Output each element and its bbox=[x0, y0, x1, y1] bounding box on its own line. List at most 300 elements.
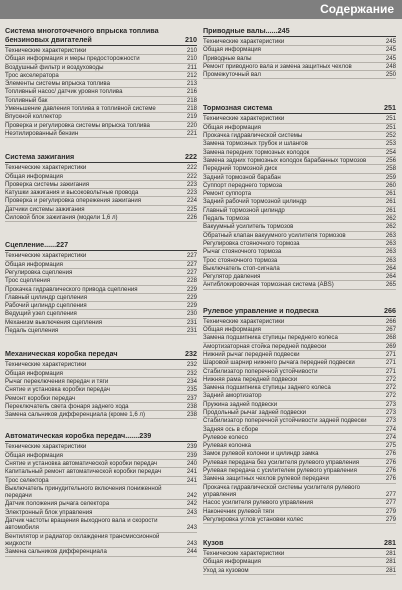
entry-title: Топливный бак bbox=[5, 96, 48, 104]
toc-entry bbox=[203, 71, 396, 79]
toc-entry bbox=[5, 302, 197, 310]
section-title: Система многоточечного впрыска топлива бензиновых двигателей bbox=[5, 26, 159, 44]
entry-title: Замена защитных чехлов рулевой передачи bbox=[203, 475, 329, 483]
entry-title: Общая информация bbox=[203, 558, 261, 566]
entry-title: Трос стояночного тормоза bbox=[203, 256, 278, 264]
entry-title: Технические характеристики bbox=[203, 115, 285, 123]
entry-page-number: 216 bbox=[186, 88, 197, 96]
entry-page-number: 223 bbox=[186, 189, 197, 197]
toc-entry bbox=[203, 459, 396, 467]
entry-title: Рычаг переключения передач и тяги bbox=[5, 377, 109, 385]
entry-page-number: 222 bbox=[186, 172, 197, 180]
entry-title: Проверка и регулировка системы впрыска топлива bbox=[5, 121, 150, 129]
entry-title: Датчик положения рычага селектора bbox=[5, 500, 110, 508]
entry-title: Задняя ось в сборе bbox=[203, 425, 259, 433]
entry-title: Снятие и установка автоматической коробки передач bbox=[5, 459, 157, 467]
toc-entry bbox=[5, 113, 197, 121]
toc-entry bbox=[5, 319, 197, 327]
toc-entry bbox=[203, 499, 396, 507]
entry-page-number: 245 bbox=[385, 38, 396, 45]
entry-page-number: 226 bbox=[186, 214, 197, 222]
entry-title: Антиблокировочная тормозная система (ABS) bbox=[203, 281, 334, 289]
toc-entry bbox=[203, 157, 396, 165]
toc-entry bbox=[5, 370, 197, 378]
toc-entry bbox=[203, 434, 396, 442]
entry-page-number: 263 bbox=[385, 248, 396, 256]
entry-page-number: 271 bbox=[385, 359, 396, 367]
toc-entry bbox=[203, 384, 396, 392]
entry-page-number: 265 bbox=[385, 281, 396, 289]
toc-entry bbox=[5, 97, 197, 105]
toc-entry bbox=[203, 265, 396, 273]
entry-title: Общая информация и меры предосторожности bbox=[5, 55, 140, 63]
toc-entry bbox=[5, 361, 197, 369]
entry-page-number: 245 bbox=[385, 54, 396, 62]
section-title: Система зажигания bbox=[5, 152, 75, 162]
toc-entry bbox=[5, 269, 197, 277]
entry-page-number: 262 bbox=[385, 223, 396, 231]
entry-page-number: 218 bbox=[186, 96, 197, 104]
section-title: Рулевое управление и подвеска bbox=[203, 305, 319, 315]
entry-title: Впускной коллектор bbox=[5, 113, 62, 121]
entry-page-number: 276 bbox=[385, 458, 396, 466]
section-title: Кузов bbox=[203, 538, 224, 548]
entry-page-number: 250 bbox=[385, 71, 396, 79]
toc-entry bbox=[203, 550, 396, 558]
entry-page-number: 251 bbox=[385, 123, 396, 131]
entry-page-number: 241 bbox=[186, 476, 197, 484]
toc-section bbox=[5, 431, 197, 556]
toc-entry bbox=[5, 88, 197, 96]
entry-page-number: 232 bbox=[186, 361, 197, 369]
entry-page-number: 264 bbox=[385, 273, 396, 281]
toc-section bbox=[5, 349, 197, 419]
toc-entry bbox=[203, 558, 396, 566]
toc-entry bbox=[203, 417, 396, 425]
entry-page-number: 229 bbox=[186, 302, 197, 310]
entry-page-number: 221 bbox=[186, 129, 197, 137]
toc-entry bbox=[203, 240, 396, 248]
entry-title: Замена тормозных трубок и шлангов bbox=[203, 140, 308, 148]
toc-entry bbox=[5, 64, 197, 72]
entry-page-number: 279 bbox=[385, 507, 396, 515]
toc-entry bbox=[5, 286, 197, 294]
entry-page-number: 271 bbox=[385, 367, 396, 375]
entry-title: Проверка и регулировка опережения зажигания bbox=[5, 197, 142, 205]
toc-entry bbox=[5, 452, 197, 460]
entry-page-number: 277 bbox=[385, 490, 396, 498]
entry-page-number: 238 bbox=[186, 402, 197, 410]
toc-entry bbox=[203, 273, 396, 281]
entry-title: Капитальный ремонт автоматической коробки передач bbox=[5, 468, 162, 476]
toc-entry bbox=[203, 508, 396, 516]
section-heading bbox=[203, 538, 396, 549]
toc-entry bbox=[203, 257, 396, 265]
toc-entry bbox=[203, 115, 396, 123]
toc-entry bbox=[203, 55, 396, 63]
entry-page-number: 227 bbox=[186, 260, 197, 268]
entry-title: Шаровой шарнир нижнего рычага передней подвески bbox=[203, 359, 355, 367]
entry-title: Прокачка гидравлической системы усилителя рулевого управления bbox=[203, 483, 361, 498]
toc-entry bbox=[5, 509, 197, 517]
entry-title: Силовой блок зажигания (модели 1,6 л) bbox=[5, 214, 118, 222]
entry-title: Переключатель света фонаря заднего хода bbox=[5, 402, 129, 410]
entry-title: Выключатель принудительного включения пониженной передачи bbox=[5, 484, 162, 500]
entry-page-number: 210 bbox=[186, 47, 197, 54]
entry-page-number: 242 bbox=[186, 500, 197, 508]
entry-page-number: 267 bbox=[385, 326, 396, 334]
entry-page-number: 218 bbox=[186, 105, 197, 113]
entry-title: Рычаг стояночного тормоза bbox=[203, 248, 282, 256]
section-title: Приводные валы......245 bbox=[203, 26, 290, 35]
toc-entry bbox=[5, 189, 197, 197]
entry-page-number: 225 bbox=[186, 205, 197, 213]
entry-title: Замена подшипника ступицы переднего колеса bbox=[203, 334, 338, 342]
entry-page-number: 272 bbox=[385, 384, 396, 392]
toc-entry bbox=[5, 443, 197, 451]
toc-entry bbox=[203, 190, 396, 198]
toc-section bbox=[203, 103, 396, 289]
toc-entry bbox=[5, 294, 197, 302]
entry-page-number: 227 bbox=[186, 252, 197, 260]
page-title: Содержание bbox=[320, 2, 394, 16]
entry-title: Снятие и установка коробки передач bbox=[5, 386, 110, 394]
entry-page-number: 273 bbox=[385, 417, 396, 425]
entry-title: Задний тормозной барабан bbox=[203, 173, 281, 181]
entry-page-number: 253 bbox=[385, 140, 396, 148]
toc-entry bbox=[203, 442, 396, 450]
entry-title: Технические характеристики bbox=[203, 550, 285, 558]
toc-entry bbox=[5, 197, 197, 205]
entry-page-number: 243 bbox=[186, 508, 197, 516]
entry-title: Выключатель стоп-сигнала bbox=[203, 264, 280, 272]
toc-entry bbox=[203, 516, 396, 524]
entry-title: Общая информация bbox=[5, 451, 63, 459]
entry-title: Замена подшипника ступицы заднего колеса bbox=[203, 384, 331, 392]
toc-entry bbox=[203, 165, 396, 173]
entry-title: Рабочий цилиндр сцепления bbox=[5, 302, 87, 310]
entry-page-number: 243 bbox=[186, 539, 197, 547]
entry-page-number: 263 bbox=[385, 239, 396, 247]
toc-entry bbox=[203, 376, 396, 384]
toc-entry bbox=[5, 395, 197, 403]
section-heading bbox=[203, 306, 396, 317]
entry-page-number: 239 bbox=[186, 451, 197, 459]
entry-page-number: 281 bbox=[385, 550, 396, 558]
entry-title: Технические характеристики bbox=[5, 361, 87, 369]
entry-title: Рулевая колонка bbox=[203, 442, 252, 450]
entry-page-number: 263 bbox=[385, 231, 396, 239]
entry-page-number: 224 bbox=[186, 197, 197, 205]
section-heading bbox=[203, 26, 396, 37]
entry-title: Замена передних тормозных колодок bbox=[203, 148, 310, 156]
toc-entry bbox=[203, 207, 396, 215]
toc-entry bbox=[203, 359, 396, 367]
entry-page-number: 264 bbox=[385, 264, 396, 272]
entry-title: Вакуумный усилитель тормозов bbox=[203, 223, 294, 231]
entry-page-number: 229 bbox=[186, 293, 197, 301]
entry-page-number: 263 bbox=[385, 256, 396, 264]
entry-title: Общая информация bbox=[5, 172, 63, 180]
section-heading bbox=[5, 240, 197, 251]
entry-page-number: 222 bbox=[186, 164, 197, 172]
toc-entry bbox=[203, 334, 396, 342]
toc-entry bbox=[5, 164, 197, 172]
entry-page-number: 235 bbox=[186, 386, 197, 394]
toc-entry bbox=[5, 386, 197, 394]
entry-page-number: 232 bbox=[186, 369, 197, 377]
entry-title: Технические характеристики bbox=[5, 443, 87, 451]
entry-page-number: 281 bbox=[385, 566, 396, 574]
toc-entry bbox=[5, 130, 197, 138]
entry-title: Технические характеристики bbox=[203, 38, 285, 45]
entry-page-number: 241 bbox=[186, 468, 197, 476]
toc-entry bbox=[203, 281, 396, 289]
section-page-number: 210 bbox=[185, 35, 197, 44]
toc-section bbox=[203, 26, 396, 79]
section-page-number: 281 bbox=[384, 538, 396, 548]
toc-entry bbox=[5, 122, 197, 130]
entry-title: Замена задних тормозных колодок барабанных тормозов bbox=[203, 156, 367, 164]
section-heading bbox=[5, 431, 197, 442]
entry-title: Проверка системы зажигания bbox=[5, 180, 90, 188]
entry-page-number: 223 bbox=[186, 180, 197, 188]
entry-page-number: 261 bbox=[385, 190, 396, 198]
entry-page-number: 229 bbox=[186, 285, 197, 293]
entry-title: Промежуточный вал bbox=[203, 71, 261, 79]
entry-title: Задний рабочий тормозной цилиндр bbox=[203, 198, 307, 206]
toc-entry bbox=[5, 277, 197, 285]
toc-entry bbox=[5, 548, 197, 556]
entry-page-number: 245 bbox=[385, 46, 396, 54]
entry-title: Замена сальников дифференциала (кроме 1,6 л) bbox=[5, 411, 146, 419]
entry-page-number: 213 bbox=[186, 80, 197, 88]
entry-page-number: 220 bbox=[186, 121, 197, 129]
section-page-number: 222 bbox=[185, 152, 197, 162]
entry-title: Общая информация bbox=[203, 123, 261, 131]
entry-page-number: 279 bbox=[385, 515, 396, 523]
entry-title: Ремонт приводного вала и замена защитных чехлов bbox=[203, 62, 352, 70]
toc-entry bbox=[203, 351, 396, 359]
entry-page-number: 260 bbox=[385, 181, 396, 189]
entry-page-number: 234 bbox=[186, 377, 197, 385]
entry-title: Регулировка углов установки колес bbox=[203, 515, 304, 523]
entry-page-number: 230 bbox=[186, 310, 197, 318]
entry-title: Общая информация bbox=[203, 326, 261, 334]
entry-title: Уход за кузовом bbox=[203, 566, 249, 574]
entry-title: Стабилизатор поперечной устойчивости bbox=[203, 367, 318, 375]
toc-entry bbox=[5, 261, 197, 269]
section-heading bbox=[5, 349, 197, 360]
entry-title: Трос акселератора bbox=[5, 71, 59, 79]
toc-entry bbox=[5, 327, 197, 335]
toc-entry bbox=[5, 181, 197, 189]
toc-entry bbox=[203, 484, 396, 500]
toc-entry bbox=[203, 450, 396, 458]
toc-entry bbox=[5, 214, 197, 222]
entry-page-number: 244 bbox=[186, 548, 197, 556]
entry-page-number: 254 bbox=[385, 148, 396, 156]
entry-title: Технические характеристики bbox=[5, 164, 87, 172]
entry-page-number: 240 bbox=[186, 459, 197, 467]
toc-entry bbox=[203, 223, 396, 231]
entry-title: Обратный клапан вакуумного усилителя тормозов bbox=[203, 231, 346, 239]
entry-title: Ремонт суппорта bbox=[203, 190, 252, 198]
entry-page-number: 276 bbox=[385, 475, 396, 483]
entry-title: Замена сальников дифференциала bbox=[5, 548, 107, 556]
toc-entry bbox=[203, 174, 396, 182]
entry-page-number: 271 bbox=[385, 350, 396, 358]
entry-title: Главный цилиндр сцепления bbox=[5, 293, 88, 301]
entry-page-number: 212 bbox=[186, 71, 197, 79]
entry-title: Технические характеристики bbox=[203, 317, 285, 325]
toc-entry bbox=[5, 173, 197, 181]
entry-title: Замок рулевой колонки и цилиндр замка bbox=[203, 450, 319, 458]
entry-page-number: 274 bbox=[385, 433, 396, 441]
toc-entry bbox=[203, 467, 396, 475]
entry-title: Пружина задней подвески bbox=[203, 400, 278, 408]
entry-title: Технические характеристики bbox=[5, 47, 87, 54]
toc-entry bbox=[203, 409, 396, 417]
entry-page-number: 258 bbox=[385, 165, 396, 173]
entry-title: Амортизаторная стойка передней подвески bbox=[203, 342, 327, 350]
toc-entry bbox=[5, 378, 197, 386]
section-page-number: 266 bbox=[384, 305, 396, 315]
entry-title: Трос сцепления bbox=[5, 277, 51, 285]
entry-title: Продольный рычаг задней подвески bbox=[203, 408, 307, 416]
toc-entry bbox=[203, 232, 396, 240]
entry-page-number: 227 bbox=[186, 268, 197, 276]
entry-page-number: 231 bbox=[186, 327, 197, 335]
entry-page-number: 268 bbox=[385, 334, 396, 342]
toc-entry bbox=[203, 248, 396, 256]
entry-page-number: 243 bbox=[186, 524, 197, 532]
toc-entry bbox=[5, 460, 197, 468]
entry-page-number: 210 bbox=[186, 55, 197, 63]
entry-title: Задний амортизатор bbox=[203, 392, 262, 400]
entry-page-number: 237 bbox=[186, 394, 197, 402]
entry-title: Электронный блок управления bbox=[5, 508, 93, 516]
toc-entry bbox=[5, 411, 197, 419]
toc-entry bbox=[203, 475, 396, 483]
entry-title: Элементы системы впрыска топлива bbox=[5, 80, 110, 88]
entry-page-number: 262 bbox=[385, 215, 396, 223]
entry-title: Рулевая передача без усилителя рулевого управления bbox=[203, 458, 360, 466]
toc-section bbox=[5, 240, 197, 335]
section-page-number: 232 bbox=[185, 349, 197, 359]
entry-page-number: 242 bbox=[186, 492, 197, 500]
toc-entry bbox=[5, 47, 197, 55]
entry-title: Регулировка сцепления bbox=[5, 268, 73, 276]
toc-section bbox=[203, 306, 396, 524]
entry-title: Педаль тормоза bbox=[203, 215, 250, 223]
toc-entry bbox=[203, 46, 396, 54]
entry-page-number: 259 bbox=[385, 173, 396, 181]
section-page-number: 251 bbox=[384, 103, 396, 113]
entry-title: Рулевая передача с усилителем рулевого управления bbox=[203, 467, 357, 475]
toc-entry bbox=[5, 500, 197, 508]
entry-title: Неэтилированный бензин bbox=[5, 129, 79, 137]
toc-entry bbox=[203, 149, 396, 157]
entry-title: Катушки зажигания и высоковольтные провода bbox=[5, 189, 139, 197]
entry-page-number: 275 bbox=[385, 442, 396, 450]
toc-entry bbox=[5, 477, 197, 485]
entry-title: Топливный насос/ датчик уровня топлива bbox=[5, 88, 123, 96]
entry-page-number: 273 bbox=[385, 400, 396, 408]
toc-entry bbox=[5, 55, 197, 63]
entry-page-number: 261 bbox=[385, 206, 396, 214]
entry-page-number: 281 bbox=[385, 558, 396, 566]
entry-title: Датчик частоты вращения выходного вала и скорости автомобиля bbox=[5, 517, 158, 532]
entry-page-number: 274 bbox=[385, 425, 396, 433]
toc-entry bbox=[203, 401, 396, 409]
entry-page-number: 231 bbox=[186, 318, 197, 326]
section-title: Автоматическая коробка передач.......239 bbox=[5, 431, 152, 441]
toc-entry bbox=[5, 80, 197, 88]
toc-entry bbox=[203, 124, 396, 132]
toc-section bbox=[203, 538, 396, 575]
toc-entry bbox=[203, 426, 396, 434]
toc-section bbox=[5, 26, 197, 138]
entry-page-number: 276 bbox=[385, 450, 396, 458]
entry-page-number: 276 bbox=[385, 467, 396, 475]
entry-title: Трос селектора bbox=[5, 476, 49, 484]
toc-entry bbox=[5, 105, 197, 113]
entry-page-number: 273 bbox=[385, 408, 396, 416]
entry-page-number: 272 bbox=[385, 375, 396, 383]
toc-entry bbox=[203, 132, 396, 140]
toc-entry bbox=[203, 140, 396, 148]
entry-page-number: 277 bbox=[385, 499, 396, 507]
toc-left-column bbox=[5, 26, 197, 564]
entry-title: Ведущий узел сцепления bbox=[5, 310, 77, 318]
entry-title: Воздушный фильтр и воздуховоды bbox=[5, 63, 104, 71]
toc-entry bbox=[5, 310, 197, 318]
section-title: Механическая коробка передач bbox=[5, 349, 118, 359]
entry-title: Наконечник рулевой тяги bbox=[203, 507, 275, 515]
entry-title: Технические характеристики bbox=[5, 252, 87, 260]
entry-title: Общая информация bbox=[5, 260, 63, 268]
entry-title: Общая информация bbox=[5, 369, 63, 377]
toc-entry bbox=[203, 326, 396, 334]
entry-title: Прокачка гидравлического привода сцепления bbox=[5, 285, 138, 293]
toc-entry bbox=[203, 182, 396, 190]
toc-entry bbox=[203, 198, 396, 206]
section-heading bbox=[203, 103, 396, 114]
toc-entry bbox=[203, 392, 396, 400]
entry-title: Общая информация bbox=[203, 46, 261, 54]
toc-entry bbox=[203, 318, 396, 326]
entry-title: Главный тормозной цилиндр bbox=[203, 206, 285, 214]
entry-title: Прокачка гидравлической системы bbox=[203, 132, 303, 140]
entry-page-number: 239 bbox=[186, 443, 197, 451]
page-header bbox=[0, 0, 402, 19]
entry-title: Насос усилителя рулевого управления bbox=[203, 499, 314, 507]
entry-title: Ремонт коробки передач bbox=[5, 394, 76, 402]
entry-title: Рулевое колесо bbox=[203, 433, 249, 441]
entry-title: Регулировка стояночного тормоза bbox=[203, 239, 300, 247]
entry-title: Датчики системы зажигания bbox=[5, 205, 85, 213]
entry-title: Механизм выключения сцепления bbox=[5, 318, 103, 326]
entry-page-number: 266 bbox=[385, 317, 396, 325]
toc-entry bbox=[5, 468, 197, 476]
toc-entry bbox=[5, 403, 197, 411]
toc-section bbox=[5, 152, 197, 222]
entry-title: Нижний рычаг передней подвески bbox=[203, 350, 300, 358]
entry-title: Педаль сцепления bbox=[5, 327, 59, 335]
toc-right-column bbox=[203, 26, 396, 582]
entry-page-number: 228 bbox=[186, 277, 197, 285]
